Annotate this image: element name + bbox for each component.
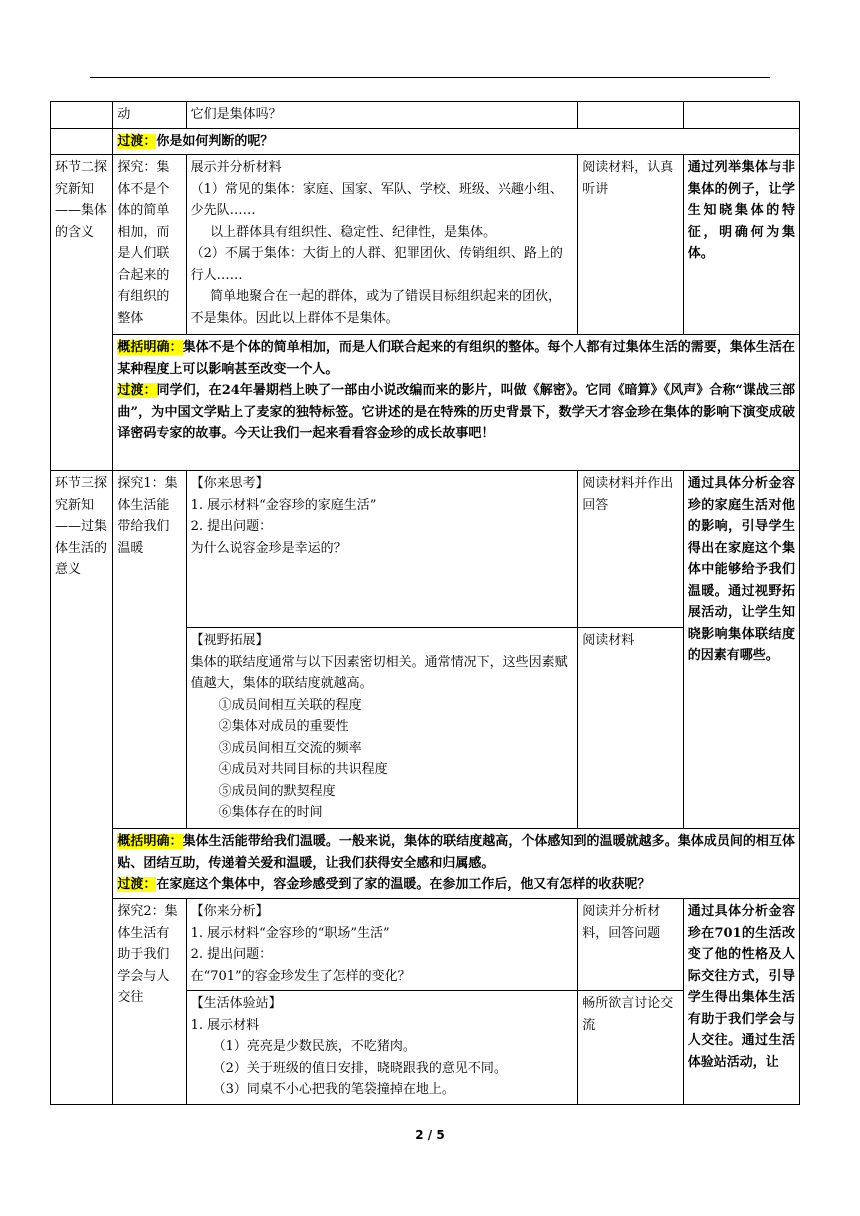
table-row xyxy=(51,899,800,991)
table-row xyxy=(51,335,800,471)
content-line: 1. 展示材料“金容珍的家庭生活” xyxy=(190,497,377,513)
content-line: 1. 展示材料“金容珍的“职场”生活” xyxy=(190,925,390,941)
list-item: （3）同桌不小心把我的笔袋撞掉在地上。 xyxy=(212,1082,455,1097)
table-row xyxy=(51,128,800,155)
header-rule xyxy=(90,77,770,78)
list-item: ④成员对共同目标的共识程度 xyxy=(218,762,388,777)
transition-label: 过渡： xyxy=(117,877,157,892)
student-cell: 阅读并分析材料，回答问题 xyxy=(578,899,683,991)
section-cell-empty xyxy=(51,102,113,129)
list-item: ⑤成员间的默契程度 xyxy=(218,783,336,799)
summary-label: 概括明确： xyxy=(117,834,183,849)
content-line: 以上群体具有组织性、稳定性、纪律性，是集体。 xyxy=(210,224,497,240)
goal-cell: 通过具体分析金容珍在701的生活改变了他的性格及人际交往方式，引导学生得出集体生活有助于我们学会与人交往。通过生活体验站活动，让 xyxy=(683,899,799,1105)
content-line: 集体的联结度通常与以下因素密切相关。通常情况下，这些因素赋值越大，集体的联结度就越高。 xyxy=(190,654,568,691)
transition-text: 同学们，在24年暑期档上映了一部由小说改编而来的影片，叫做《解密》。它同《暗算》《风声》合称“谍战三部曲”，为中国文学贴上了麦家的独特标签。它讲述的是在特殊的历史背景下，数学天才容金珍在集体的影响下演变成破译密码专家的故事。今天让我们一起来看看容金珍的成长故事吧！ xyxy=(117,383,795,441)
table-row xyxy=(51,102,800,129)
table-row xyxy=(51,471,800,628)
summary-text: 集体不是个体的简单相加，而是人们联合起来的有组织的整体。每个人都有过集体生活的需要，集体生活在某种程度上可以影响甚至改变一个人。 xyxy=(117,340,795,377)
student-cell: 阅读材料，认真听讲 xyxy=(578,155,683,335)
content-cell xyxy=(186,628,578,829)
transition-cell xyxy=(113,128,800,155)
explore-cell: 探究2：集体生活有助于我们学会与人交往 xyxy=(113,899,186,1105)
list-item: ①成员间相互关联的程度 xyxy=(218,697,362,713)
explore-cell: 探究1：集体生活能带给我们温暖 xyxy=(113,471,186,829)
content-cell: 它们是集体吗？ xyxy=(186,102,578,129)
goal-cell: 通过列举集体与非集体的例子，让学生知晓集体的特征，明确何为集体。 xyxy=(683,155,799,335)
list-item: （1）亮亮是少数民族，不吃猪肉。 xyxy=(212,1039,416,1054)
section-title-2: 环节二探究新知——集体的含义 xyxy=(51,155,113,471)
content-line: 展示并分析材料 xyxy=(190,160,282,175)
student-cell: 畅所欲言讨论交流 xyxy=(578,991,683,1105)
page-number: 2 / 5 xyxy=(415,1128,445,1142)
summary-text: 集体生活能带给我们温暖。一般来说，集体的联结度越高，个体感知到的温暖就越多。集体成员间的相互体贴、团结互助，传递着关爱和温暖，让我们获得安全感和归属感。 xyxy=(117,834,795,871)
list-item: ⑥集体存在的时间 xyxy=(218,805,323,820)
explore-cell: 探究：集体不是个体的简单相加，而是人们联合起来的有组织的整体 xyxy=(113,155,186,335)
life-title: 【生活体验站】 xyxy=(190,996,282,1011)
content-cell xyxy=(186,471,578,628)
content-line: 简单地聚合在一起的群体，或为了错误目标组织起来的团伙，不是集体。因此以上群体不是集体。 xyxy=(190,289,562,326)
transition-text: 在家庭这个集体中，容金珍感受到了家的温暖。在参加工作后，他又有怎样的收获呢？ xyxy=(156,877,651,892)
content-cell xyxy=(186,155,578,335)
summary-cell xyxy=(113,829,800,899)
summary-label: 概括明确： xyxy=(117,340,183,355)
content-line: （2）不属于集体：大街上的人群、犯罪团伙、传销组织、路上的行人…… xyxy=(190,246,563,283)
goal-cell xyxy=(683,102,799,129)
table-row xyxy=(51,155,800,335)
content-line: 2. 提出问题： xyxy=(190,947,273,962)
student-cell: 阅读材料并作出回答 xyxy=(578,471,683,628)
transition-label: 过渡： xyxy=(117,133,157,149)
content-cell xyxy=(186,991,578,1105)
section-cell-empty xyxy=(51,128,113,155)
explore-cell: 动 xyxy=(113,102,186,129)
think-title: 【你来思考】 xyxy=(190,476,269,491)
content-line: 1. 展示材料 xyxy=(190,1017,260,1033)
list-item: ③成员间相互交流的频率 xyxy=(218,740,362,756)
content-line: （1）常见的集体：家庭、国家、军队、学校、班级、兴趣小组、少先队…… xyxy=(190,181,563,218)
transition-label: 过渡： xyxy=(117,383,157,398)
section-title-3: 环节三探究新知——过集体生活的意义 xyxy=(51,471,113,1105)
goal-cell: 通过具体分析金容珍的家庭生活对他的影响，引导学生得出在家庭这个集体中能够给予我们温暖。通过视野拓展活动，让学生知晓影响集体联结度的因素有哪些。 xyxy=(683,471,799,829)
expand-title: 【视野拓展】 xyxy=(190,633,269,648)
table-row xyxy=(51,829,800,899)
student-cell: 阅读材料 xyxy=(578,628,683,829)
student-cell xyxy=(578,102,683,129)
content-cell xyxy=(186,899,578,991)
analyze-title: 【你来分析】 xyxy=(190,904,269,919)
transition-text: 你是如何判断的呢？ xyxy=(156,133,274,149)
content-line: 在“701”的容金珍发生了怎样的变化？ xyxy=(190,968,411,984)
content-line: 为什么说容金珍是幸运的？ xyxy=(190,540,347,556)
lesson-plan-table xyxy=(50,101,800,1105)
list-item: （2）关于班级的值日安排，晓晓跟我的意见不同。 xyxy=(212,1060,507,1076)
list-item: ②集体对成员的重要性 xyxy=(218,719,349,734)
summary-cell xyxy=(113,335,800,471)
content-line: 2. 提出问题： xyxy=(190,519,273,534)
